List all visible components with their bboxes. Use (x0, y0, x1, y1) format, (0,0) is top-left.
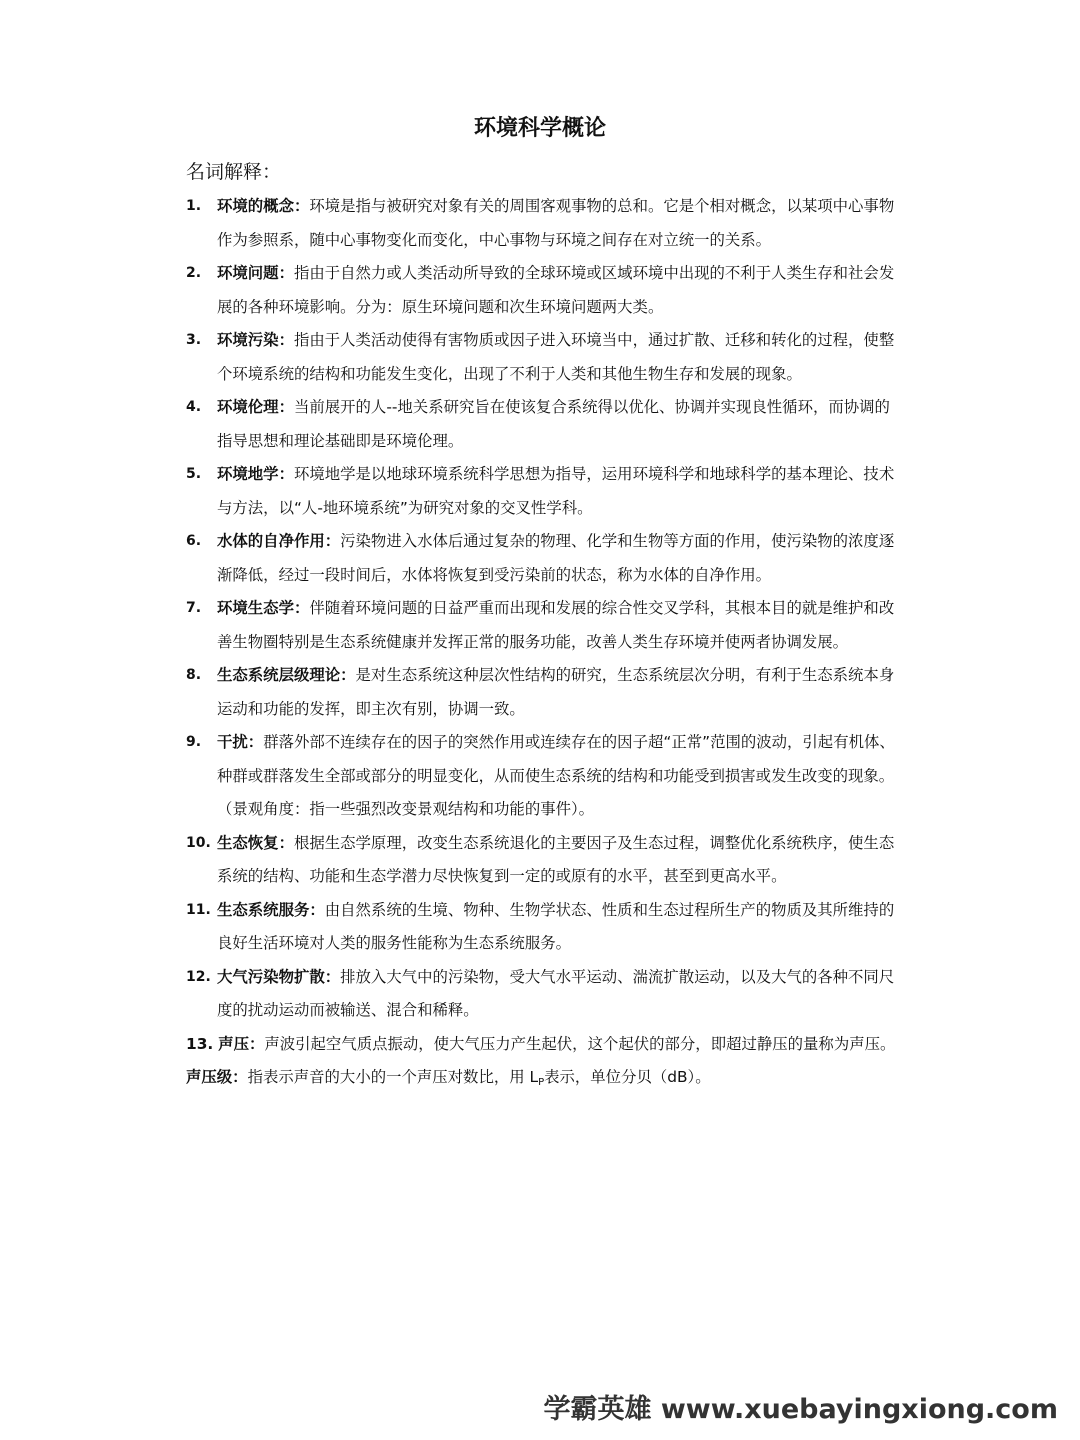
item-term: 环境生态学： (217, 599, 310, 617)
definition-list (186, 190, 896, 1100)
item-number: 6. (186, 533, 202, 549)
item-text: 指由于人类活动使得有害物质或因子进入环境当中，通过扩散、迁移和转化的过程，使整个环境系统的结构和功能发生变化，出现了不利于人类和其他生物生存和发展的现象。 (217, 331, 895, 383)
item-number: 8. (186, 667, 202, 683)
item-number: 2. (186, 265, 202, 281)
item-number: 7. (186, 600, 202, 616)
list-item (186, 190, 896, 257)
item-text: 由自然系统的生境、物种、生物学状态、性质和生态过程所生产的物质及其所维持的良好生活环境对人类的服务性能称为生态系统服务。 (217, 900, 895, 952)
item-text: 群落外部不连续存在的因子的突然作用或连续存在的因子超“正常”范围的波动，引起有机体、种群或群落发生全部或部分的明显变化，从而使生态系统的结构和功能受到损害或发生改变的现象。（景观角度：指一些强烈改变景观结构和功能的事件）。 (217, 733, 895, 818)
list-item (186, 391, 896, 458)
section-heading: 名词解释： (186, 161, 282, 183)
item-number: 11. (186, 901, 211, 918)
item-text-after: 表示，单位分贝（dB）。 (544, 1068, 711, 1086)
item-term: 生态系统服务： (217, 900, 325, 919)
item-text: 声波引起空气质点振动，使大气压力产生起伏，这个起伏的部分，即超过静压的量称为声压。 (264, 1034, 896, 1053)
list-item (186, 961, 896, 1028)
item-term: 水体的自净作用： (217, 532, 341, 550)
item-number: 13. (186, 1034, 214, 1053)
item-term: 干扰： (217, 733, 264, 751)
item-term: 声压： (218, 1034, 265, 1053)
item-term: 声压级： (186, 1068, 248, 1086)
item-number: 1. (186, 198, 202, 214)
list-item (186, 659, 896, 726)
subscript: P (538, 1077, 545, 1088)
list-item (186, 726, 896, 827)
item-number: 4. (186, 399, 202, 415)
item-term: 环境的概念： (217, 197, 310, 215)
item-text: 当前展开的人--地关系研究旨在使该复合系统得以优化、协调并实现良性循环，而协调的指导思想和理论基础即是环境伦理。 (217, 398, 890, 450)
item-text: 指由于自然力或人类活动所导致的全球环境或区域环境中出现的不利于人类生存和社会发展的各种环境影响。分为：原生环境问题和次生环境问题两大类。 (217, 264, 895, 316)
item-number: 12. (186, 968, 211, 985)
item-number: 10. (186, 834, 211, 851)
list-item (186, 592, 896, 659)
item-term: 环境问题： (217, 264, 294, 282)
list-item (186, 257, 896, 324)
page-title: 环境科学概论 (473, 116, 606, 141)
item-number: 5. (186, 466, 202, 482)
list-item (186, 827, 896, 894)
item-text: 环境地学是以地球环境系统科学思想为指导，运用环境科学和地球科学的基本理论、技术与方法，以“人-地环境系统”为研究对象的交叉性学科。 (217, 465, 895, 517)
item-number: 3. (186, 332, 202, 348)
item-13 (186, 1028, 896, 1062)
item-term: 环境伦理： (217, 398, 294, 416)
list-item (186, 324, 896, 391)
list-item (186, 458, 896, 525)
item-text: 伴随着环境问题的日益严重而出现和发展的综合性交叉学科，其根本目的就是维护和改善生物圈特别是生态系统健康并发挥正常的服务功能，改善人类生存环境并使两者协调发展。 (217, 599, 895, 651)
item-number: 9. (186, 734, 202, 750)
item-text: 污染物进入水体后通过复杂的物理、化学和生物等方面的作用，使污染物的浓度逐渐降低，经过一段时间后，水体将恢复到受污染前的状态，称为水体的自净作用。 (217, 532, 895, 584)
footer-watermark: 学霸英雄 www.xuebayingxiong.com (543, 1394, 1058, 1425)
item-text: 是对生态系统这种层次性结构的研究，生态系统层次分明，有利于生态系统本身运动和功能的发挥，即主次有别，协调一致。 (217, 666, 895, 718)
item-term: 环境地学： (217, 465, 294, 483)
sound-level-definition (186, 1061, 896, 1100)
item-term: 生态系统层级理论： (217, 666, 356, 684)
item-text: 环境是指与被研究对象有关的周围客观事物的总和。它是个相对概念，以某项中心事物作为参照系，随中心事物变化而变化，中心事物与环境之间存在对立统一的关系。 (217, 197, 895, 249)
item-term: 大气污染物扩散： (217, 967, 341, 986)
list-item (186, 525, 896, 592)
item-term: 环境污染： (217, 331, 294, 349)
item-text: 指表示声音的大小的一个声压对数比，用 L (247, 1068, 539, 1086)
item-text: 根据生态学原理，改变生态系统退化的主要因子及生态过程，调整优化系统秩序，使生态系统的结构、功能和生态学潜力尽快恢复到一定的或原有的水平，甚至到更高水平。 (217, 833, 895, 885)
item-term: 生态恢复： (217, 833, 294, 852)
item-text: 排放入大气中的污染物，受大气水平运动、湍流扩散运动，以及大气的各种不同尺度的扰动运动而被输送、混合和稀释。 (217, 967, 895, 1019)
list-item (186, 894, 896, 961)
